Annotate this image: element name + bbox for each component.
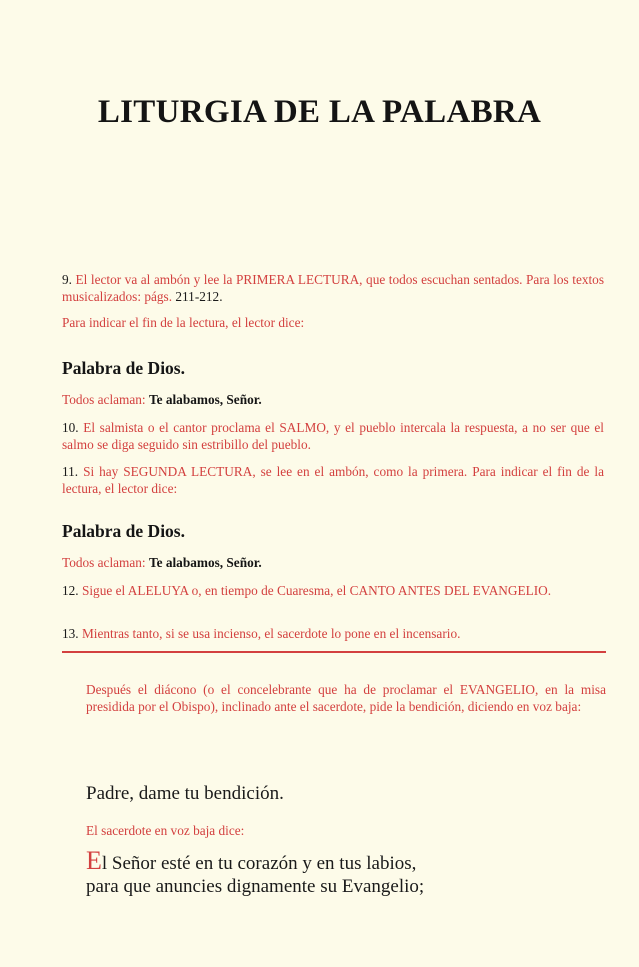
page-title: LITURGIA DE LA PALABRA — [97, 94, 542, 130]
rubric-text: Si hay SEGUNDA LECTURA, se lee en el ambón, como la primera. Para indicar el fin de la lectura, el lector dice: — [62, 464, 604, 496]
rubric-number: 10. — [62, 420, 79, 435]
rubric-12 — [62, 582, 604, 599]
acclamation-heading-1: Palabra de Dios. — [62, 358, 185, 378]
priest-rubric: El sacerdote en voz baja dice: — [86, 823, 245, 838]
response-1 — [62, 391, 604, 408]
rubric-number: 12. — [62, 583, 79, 598]
response-lead: Todos aclaman: — [62, 555, 146, 570]
rubric-11 — [62, 463, 604, 497]
blessing-line-1 — [86, 848, 416, 877]
rubric-text: El lector va al ambón y lee la PRIMERA LECTURA, que todos escuchan sentados. Para los textos musicalizados: págs. — [62, 272, 605, 304]
page-reference: 211-212. — [175, 289, 223, 304]
rubric-9-end: Para indicar el fin de la lectura, el lector dice: — [62, 315, 305, 330]
section-divider — [62, 651, 606, 653]
response-2 — [62, 554, 604, 571]
acclamation-heading-2: Palabra de Dios. — [62, 521, 185, 541]
response-answer: Te alabamos, Señor. — [148, 392, 262, 407]
rubric-13 — [62, 625, 604, 642]
rubric-9 — [62, 271, 604, 305]
response-lead: Todos aclaman: — [62, 392, 146, 407]
rubric-text: El salmista o el cantor proclama el SALMO, y el pueblo intercala la respuesta, a no ser que el salmo se diga seguido sin estribillo del pueblo. — [62, 420, 604, 452]
drop-initial: E — [86, 846, 102, 875]
response-answer: Te alabamos, Señor. — [148, 555, 262, 570]
rubric-text: Sigue el ALELUYA o, en tiempo de Cuaresma, el CANTO ANTES DEL EVANGELIO. — [81, 583, 552, 598]
rubric-number: 9. — [62, 272, 72, 287]
blessing-line-2: para que anuncies dignamente su Evangelio; — [86, 876, 425, 897]
deacon-request: Padre, dame tu bendición. — [86, 783, 284, 804]
rubric-10 — [62, 419, 604, 453]
rubric-text: Mientras tanto, si se usa incienso, el sacerdote lo pone en el incensario. — [81, 626, 461, 641]
blessing-text: l Señor esté en tu corazón y en tus labios, — [101, 853, 417, 874]
deacon-rubric: Después el diácono (o el concelebrante que ha de proclamar el EVANGELIO, en la misa presidida por el Obispo), inclinado ante el sacerdote, pide la bendición, diciendo en voz baja: — [86, 682, 606, 714]
rubric-number: 11. — [62, 464, 79, 479]
rubric-number: 13. — [62, 626, 79, 641]
